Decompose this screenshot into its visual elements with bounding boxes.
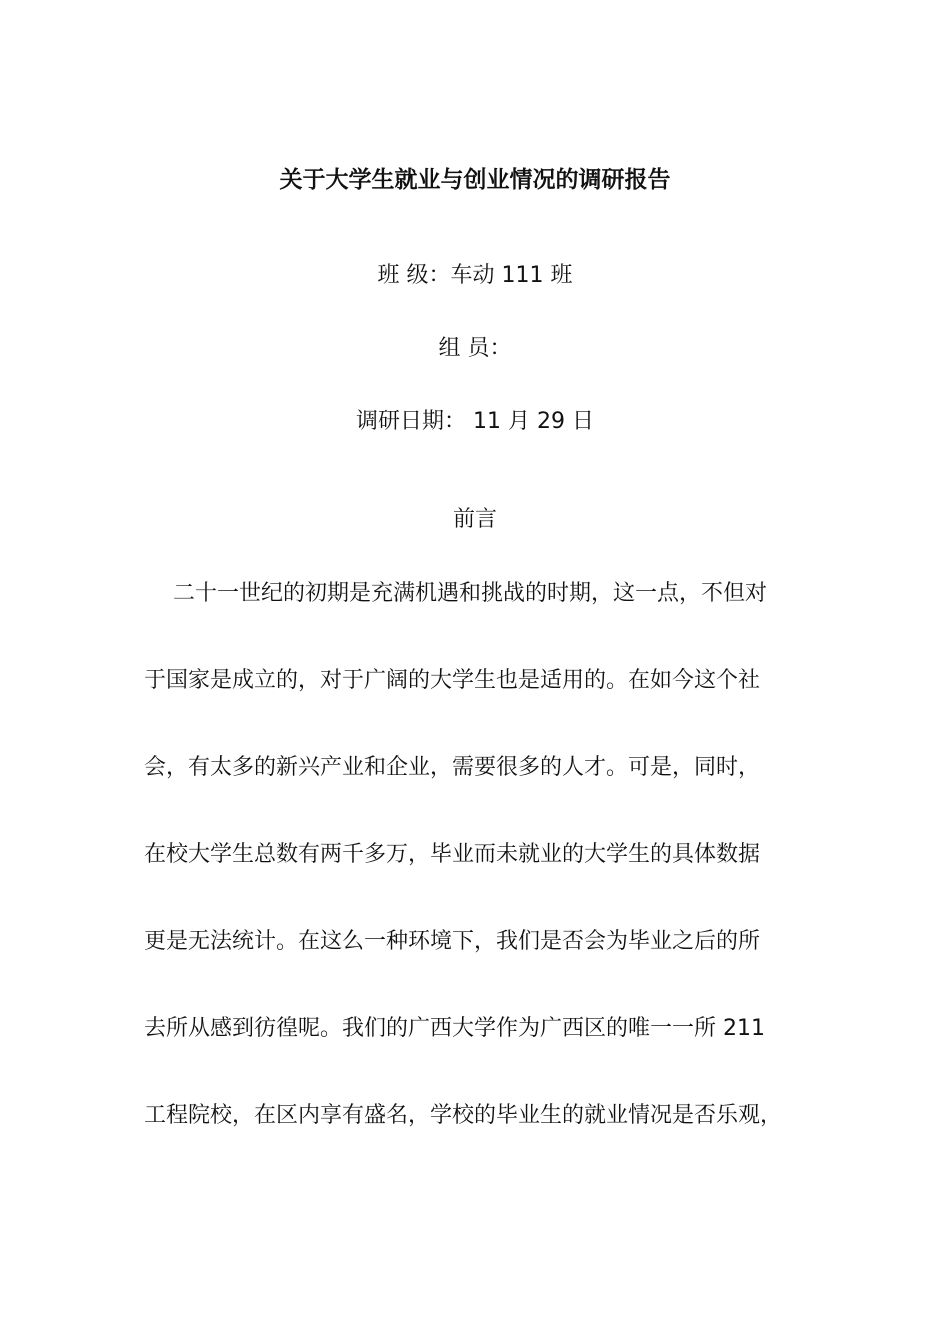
class-info: 班 级：车动 111 班	[377, 263, 573, 288]
paragraph-line: 于国家是成立的，对于广阔的大学生也是适用的。在如今这个社	[144, 668, 761, 693]
paragraph-line: 会，有太多的新兴产业和企业，需要很多的人才。可是，同时，	[144, 755, 761, 780]
paragraph-line: 更是无法统计。在这么一种环境下，我们是否会为毕业之后的所	[144, 929, 761, 954]
preface-paragraph	[144, 566, 807, 1175]
paragraph-line: 在校大学生总数有两千多万，毕业而未就业的大学生的具体数据	[144, 842, 761, 867]
members-info: 组 员：	[438, 336, 512, 361]
paragraph-line: 工程院校，在区内享有盛名，学校的毕业生的就业情况是否乐观，	[144, 1103, 783, 1128]
report-title: 关于大学生就业与创业情况的调研报告	[279, 167, 671, 193]
paragraph-line: 二十一世纪的初期是充满机遇和挑战的时期，这一点，不但对	[173, 581, 768, 606]
paragraph-line: 去所从感到彷徨呢。我们的广西大学作为广西区的唯一一所 211	[144, 1016, 765, 1041]
survey-date: 调研日期： 11 月 29 日	[356, 409, 594, 434]
preface-heading: 前言	[452, 507, 497, 532]
